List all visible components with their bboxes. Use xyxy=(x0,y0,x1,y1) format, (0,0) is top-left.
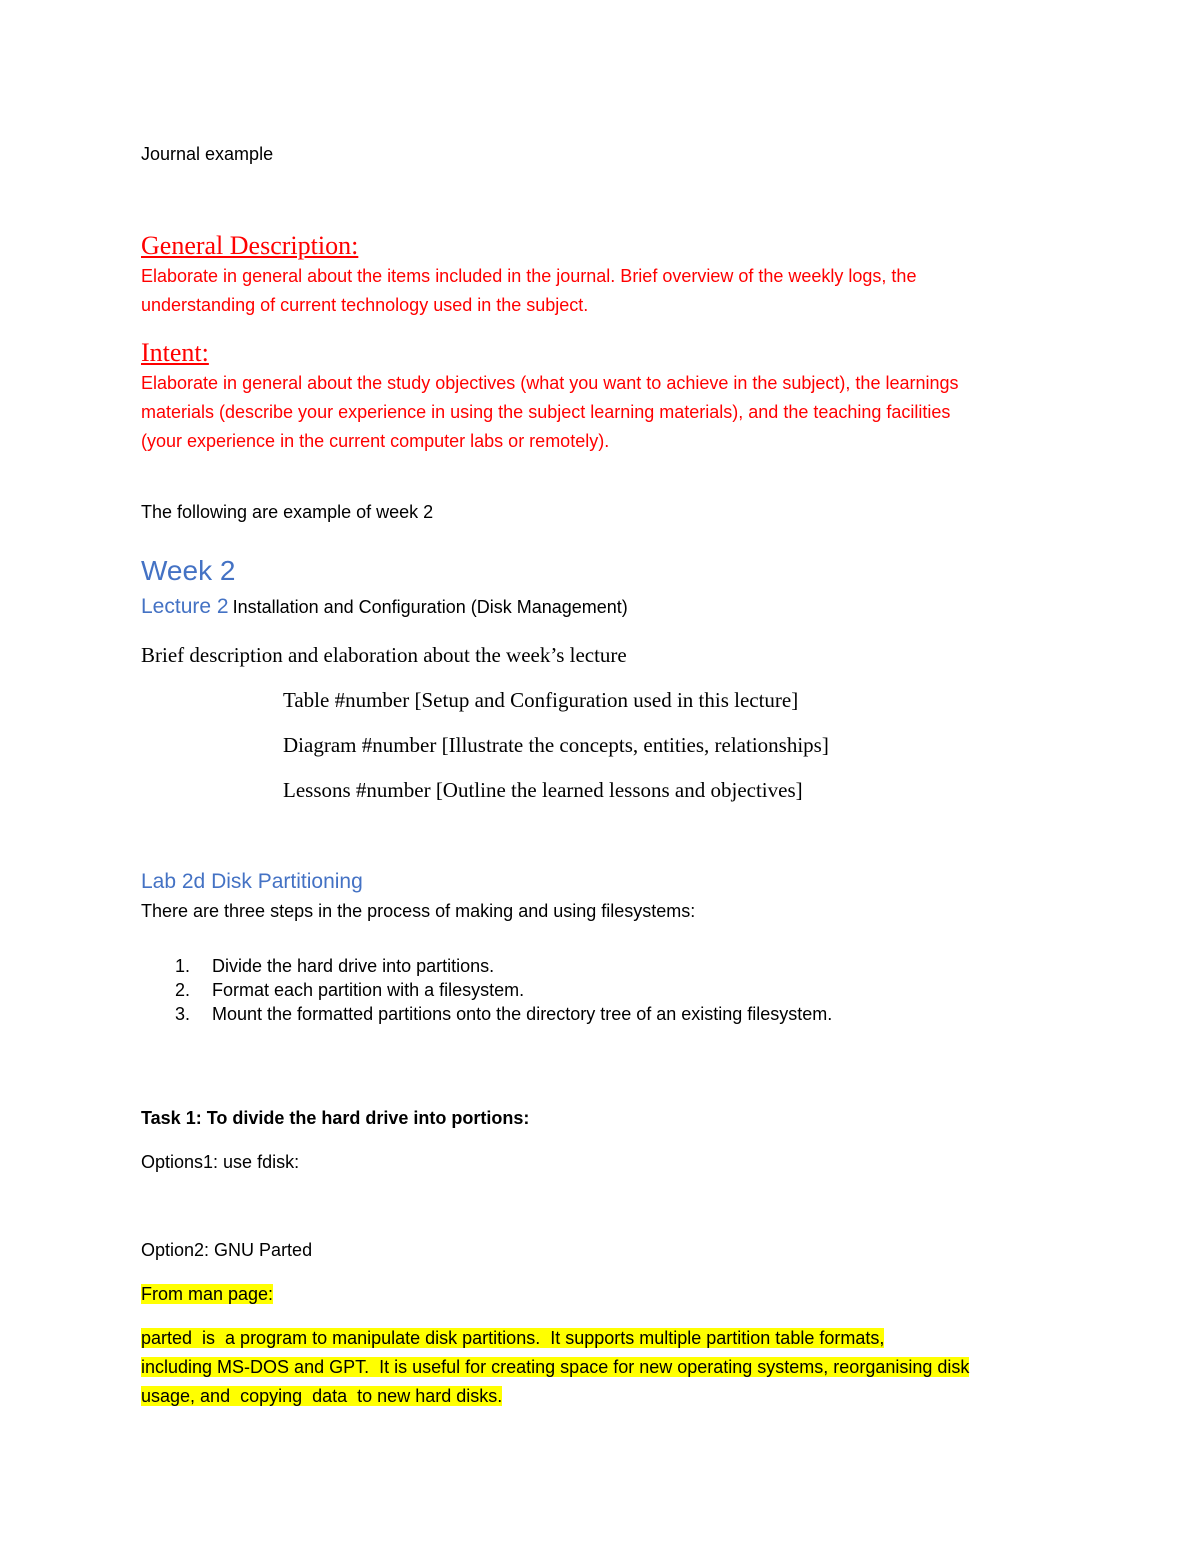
lab-heading: Lab 2d Disk Partitioning xyxy=(141,870,363,893)
man-page-label xyxy=(141,1284,273,1305)
man-page-line xyxy=(141,1357,969,1378)
intent-line: Elaborate in general about the study objectives (what you want to achieve in the subject), the learnings xyxy=(141,373,959,393)
lecture-title: Installation and Configuration (Disk Management) xyxy=(232,597,628,617)
lecture-item-lessons: Lessons #number [Outline the learned lessons and objectives] xyxy=(283,778,803,802)
task1-heading: Task 1: To divide the hard drive into portions: xyxy=(141,1108,530,1128)
lecture-item-diagram: Diagram #number [Illustrate the concepts, entities, relationships] xyxy=(283,733,829,757)
list-item-text: Format each partition with a filesystem. xyxy=(212,980,525,1000)
man-page-line-text: usage, and copying data to new hard disks. xyxy=(141,1386,503,1406)
list-item-number: 1. xyxy=(175,956,191,976)
list-item-number: 2. xyxy=(175,980,191,1000)
list-item-number: 3. xyxy=(175,1004,191,1024)
intro-line: The following are example of week 2 xyxy=(141,502,434,522)
general-description-line: Elaborate in general about the items included in the journal. Brief overview of the weekly logs, the xyxy=(141,266,917,286)
general-description-heading: General Description: xyxy=(141,231,359,260)
option1-text: Options1: use fdisk: xyxy=(141,1152,300,1172)
list-item xyxy=(175,956,495,977)
lab-intro: There are three steps in the process of making and using filesystems: xyxy=(141,901,696,921)
general-description-line: understanding of current technology used in the subject. xyxy=(141,295,589,315)
lecture-heading xyxy=(141,595,628,619)
list-item xyxy=(175,1004,833,1025)
man-page-label-text: From man page: xyxy=(141,1284,274,1304)
list-item-text: Mount the formatted partitions onto the directory tree of an existing filesystem. xyxy=(212,1004,833,1024)
man-page-line-text: parted is a program to manipulate disk partitions. It supports multiple partition table formats, xyxy=(141,1328,885,1348)
week-heading: Week 2 xyxy=(141,555,236,586)
lecture-brief: Brief description and elaboration about the week’s lecture xyxy=(141,643,627,667)
man-page-line-text: including MS-DOS and GPT. It is useful for creating space for new operating systems, reorganising disk xyxy=(141,1357,970,1377)
option2-text: Option2: GNU Parted xyxy=(141,1240,313,1260)
man-page-line xyxy=(141,1328,884,1349)
man-page-line xyxy=(141,1386,502,1407)
lecture-item-table: Table #number [Setup and Configuration used in this lecture] xyxy=(283,688,799,712)
intent-line: (your experience in the current computer labs or remotely). xyxy=(141,431,610,451)
list-item-text: Divide the hard drive into partitions. xyxy=(212,956,495,976)
lecture-label: Lecture 2 xyxy=(141,595,229,618)
document-title: Journal example xyxy=(141,144,274,164)
intent-heading: Intent: xyxy=(141,338,209,367)
list-item xyxy=(175,980,525,1001)
intent-line: materials (describe your experience in using the subject learning materials), and the teaching facilities xyxy=(141,402,951,422)
